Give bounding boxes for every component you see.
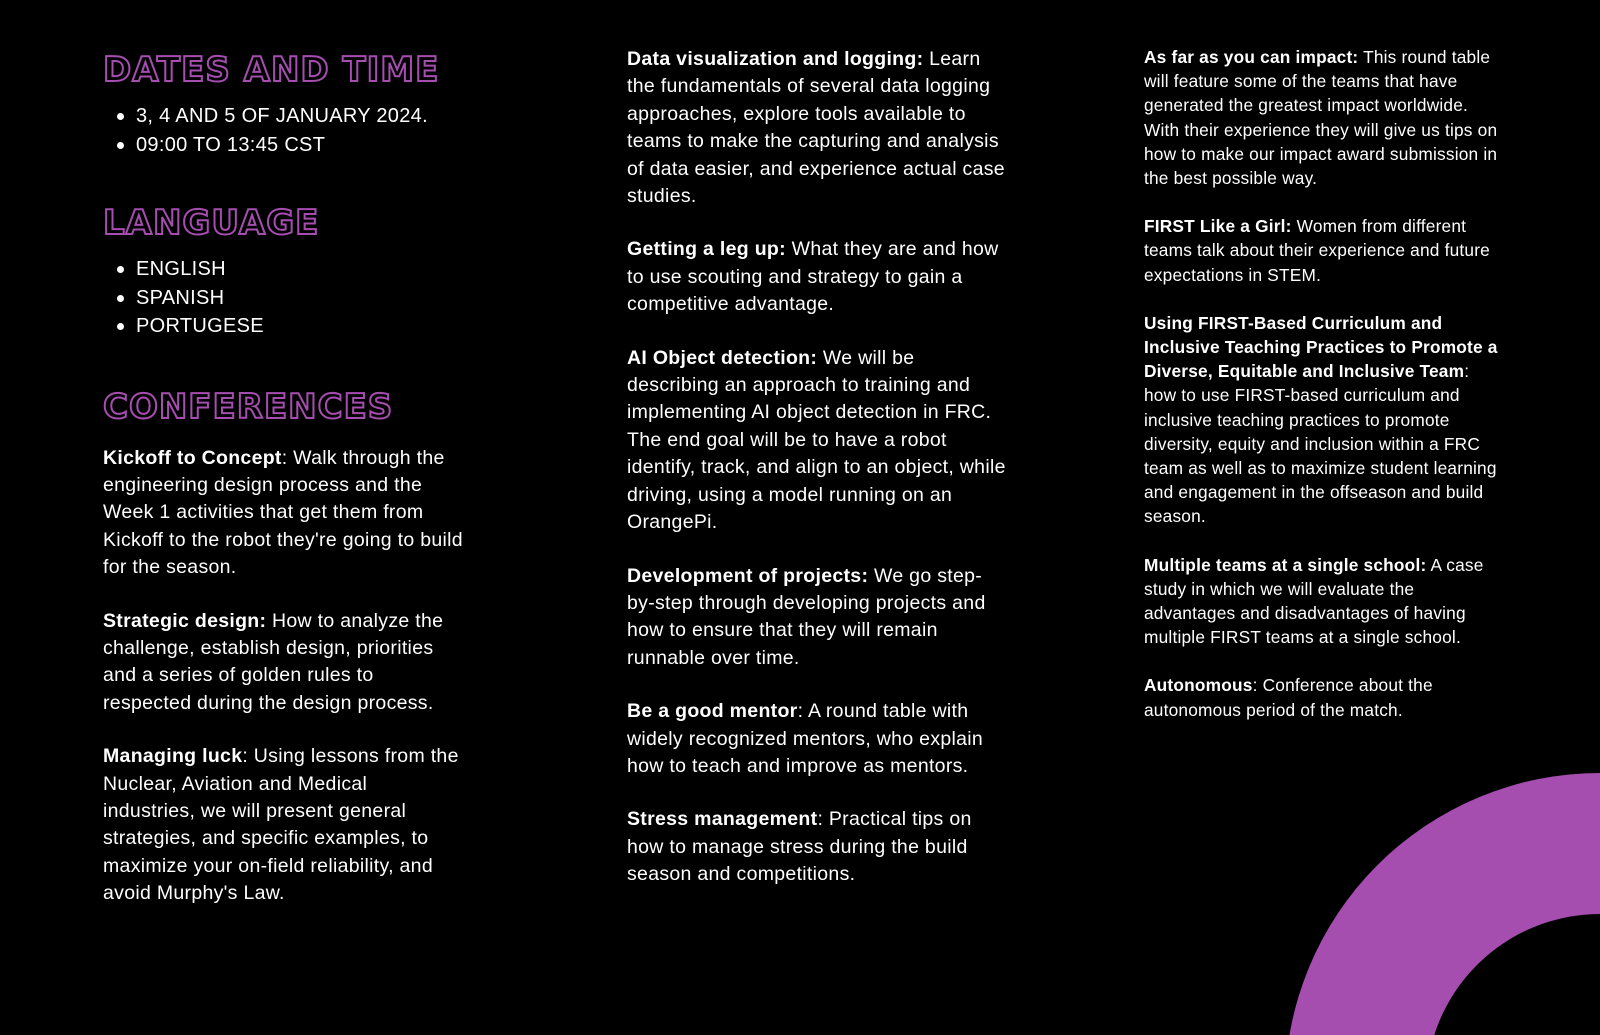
conference-item <box>627 46 1007 210</box>
language-item-portugese: PORTUGESE <box>103 312 463 341</box>
conference-title: AI Object detection: <box>627 346 818 369</box>
conference-title: Data visualization and logging: <box>627 48 924 70</box>
conference-item <box>1144 214 1504 287</box>
conference-title: Getting a leg up: <box>627 238 786 261</box>
conference-item <box>103 743 463 907</box>
dates-heading: DATES AND TIME <box>103 50 440 90</box>
dates-item: 3, 4 AND 5 OF JANUARY 2024. <box>103 102 463 131</box>
conference-description: A case study in which we will evaluate the advantages and disadvantages of having multiple FIRST teams at a single school. <box>1144 554 1484 648</box>
conference-separator: : <box>1464 361 1470 382</box>
conference-item <box>1144 553 1504 650</box>
conference-item <box>1144 45 1504 190</box>
conference-separator: : <box>242 745 254 768</box>
conference-item <box>627 806 1007 888</box>
conference-title: Kickoff to Concept <box>103 446 282 469</box>
conference-description: Walk through the engineering design process and the Week 1 activities that get them from Kickoff to the robot they're going to build for the season. <box>103 446 463 579</box>
conference-description: We will be describing an approach to training and implementing AI object detection in FRC. The end goal will be to have a robot identify, track, and align to an object, while driving, using a model running on an OrangePi. <box>627 346 1006 534</box>
arc-shape <box>1285 773 1600 1035</box>
conference-description: A round table with widely recognized mentors, who explain how to teach and improve as mentors. <box>627 700 984 777</box>
conference-separator: : <box>1252 675 1263 696</box>
conference-description: This round table will feature some of the teams that have generated the greatest impact worldwide. With their experience they will give us tips on how to make our impact award submission in the best possible way. <box>1144 47 1498 189</box>
conference-title: Be a good mentor <box>627 700 798 723</box>
conference-item <box>627 236 1007 318</box>
conferences-heading: CONFERENCES <box>103 386 394 427</box>
conference-title: Strategic design: <box>103 609 267 632</box>
language-list <box>103 255 463 341</box>
conference-item <box>1144 673 1504 721</box>
conference-separator: : <box>817 808 829 831</box>
right-column <box>1144 45 1504 722</box>
left-column <box>103 46 463 908</box>
conference-item <box>627 563 1007 673</box>
conference-description: Learn the fundamentals of several data logging approaches, explore tools available to teams to make the capturing and analysis of data easier, and experience actual case studies. <box>627 48 1005 208</box>
conference-title: Multiple teams at a single school: <box>1144 554 1427 575</box>
conference-description: Using lessons from the Nuclear, Aviation and Medical industries, we will present general strategies, and specific examples, to maximize your on-field reliability, and avoid Murphy's Law. <box>103 745 459 905</box>
conference-item <box>627 345 1007 537</box>
language-item-spanish: SPANISH <box>103 284 463 313</box>
conference-item <box>1144 311 1504 529</box>
dates-list <box>103 102 463 159</box>
conference-description: Conference about the autonomous period of the match. <box>1144 675 1433 720</box>
conference-title: Development of projects: <box>627 564 869 587</box>
conference-description: how to use FIRST-based curriculum and inclusive teaching practices to promote diversity, equity and inclusion within a FRC team as well as to maximize student learning and engagement in the offseason and build season. <box>1144 385 1497 527</box>
conference-description: Women from different teams talk about their experience and future expectations in STEM. <box>1144 216 1490 285</box>
conference-title: Stress management <box>627 808 818 831</box>
conference-title: As far as you can impact: <box>1144 47 1359 67</box>
conference-description: Practical tips on how to manage stress during the build season and competitions. <box>627 808 972 886</box>
time-item: 09:00 TO 13:45 CST <box>103 131 463 160</box>
conference-title: Using FIRST-Based Curriculum and Inclusive Teaching Practices to Promote a Diverse, Equitable and Inclusive Team <box>1144 312 1498 382</box>
conference-description: We go step-by-step through developing projects and how to ensure that they will remain runnable over time. <box>627 564 986 669</box>
language-heading: LANGUAGE <box>103 203 320 243</box>
conference-separator: : <box>797 700 808 723</box>
conference-description: How to analyze the challenge, establish design, priorities and a series of golden rules to respected during the design process. <box>103 609 444 714</box>
conference-title: Autonomous <box>1144 675 1253 696</box>
conference-item <box>103 608 463 718</box>
conference-item <box>103 445 463 582</box>
conference-separator: : <box>281 446 294 469</box>
conference-title: FIRST Like a Girl: <box>1144 216 1292 237</box>
middle-column <box>627 46 1007 889</box>
conference-description: What they are and how to use scouting and strategy to gain a competitive advantage. <box>627 238 999 316</box>
language-item-english: ENGLISH <box>103 255 463 284</box>
conference-title: Managing luck <box>103 745 243 768</box>
conference-item <box>627 698 1007 780</box>
